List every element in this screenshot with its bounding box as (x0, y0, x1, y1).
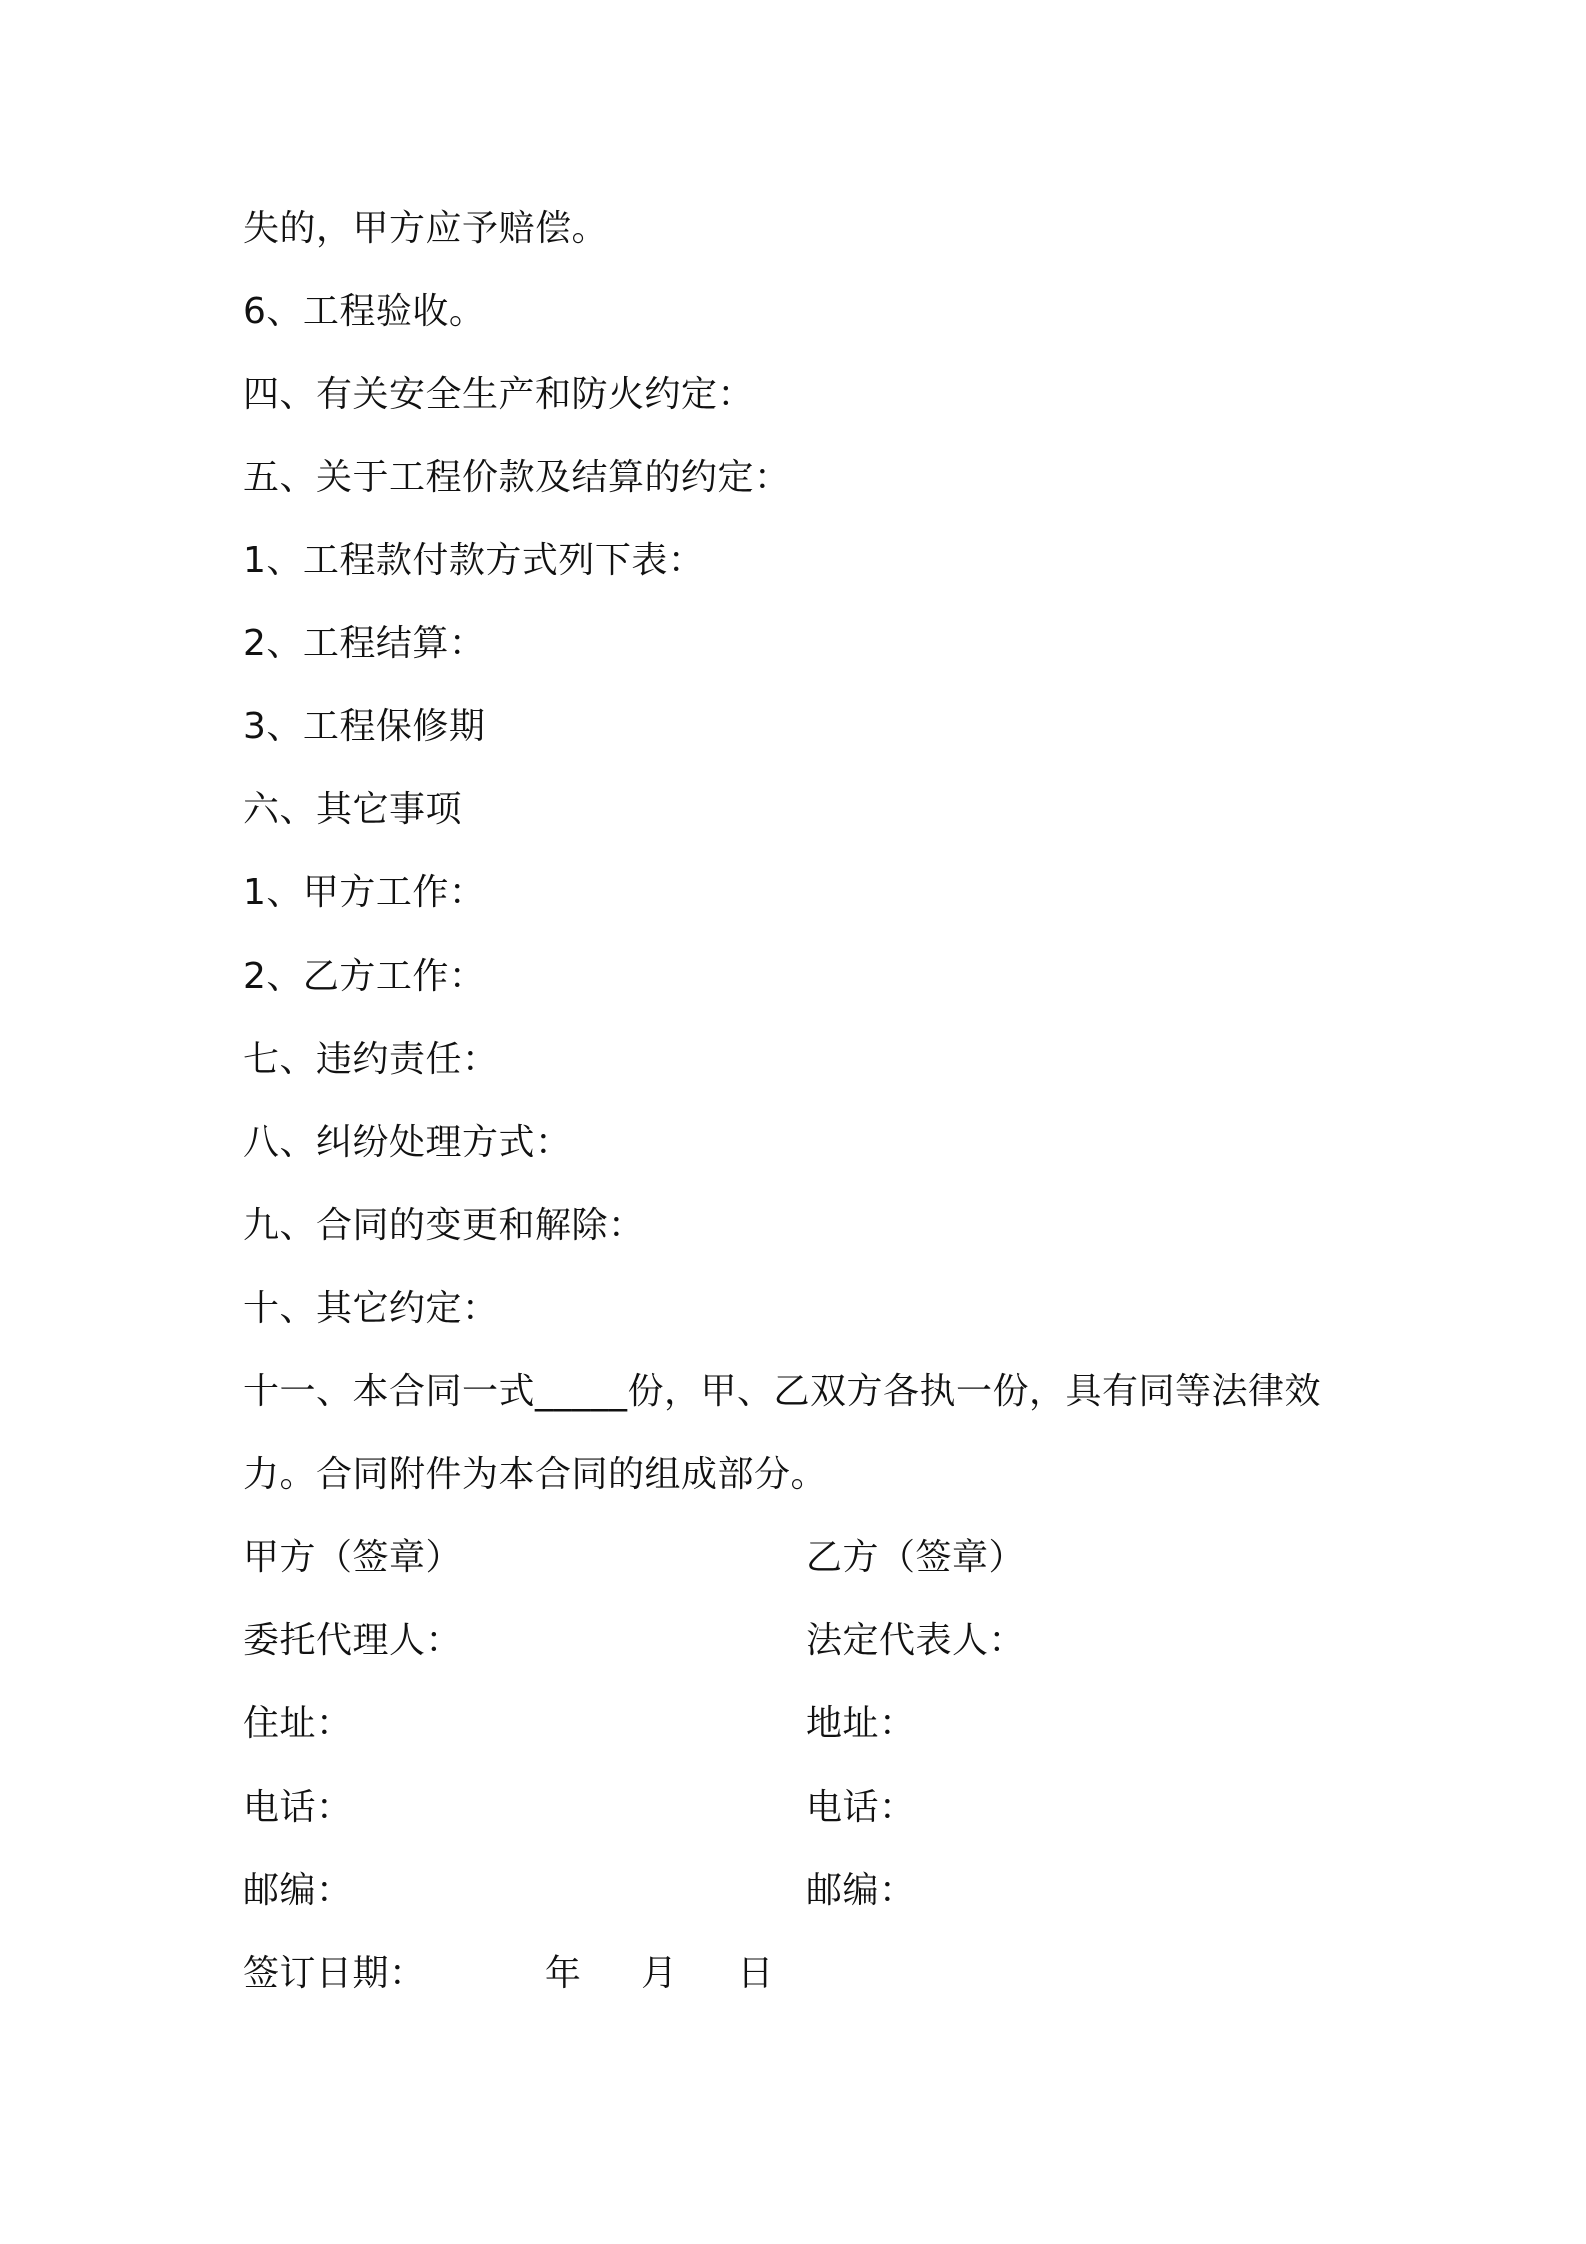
party-a-address: 住址： (243, 1703, 353, 1744)
party-b-title: 乙方（签章） (806, 1537, 1026, 1578)
party-b-representative: 法定代表人： (806, 1620, 1026, 1661)
section-heading: 十一、本合同一式_____份，甲、乙双方各执一份，具有同等法律效 (243, 1371, 1322, 1412)
paragraph-line: 2、乙方工作： (243, 956, 486, 997)
party-b-address: 地址： (806, 1703, 916, 1744)
paragraph-line: 力。合同附件为本合同的组成部分。 (243, 1454, 828, 1495)
paragraph-line: 1、甲方工作： (243, 872, 486, 913)
paragraph-line: 失的，甲方应予赔偿。 (243, 208, 609, 249)
section-heading: 七、违约责任： (243, 1039, 499, 1080)
party-a-agent: 委托代理人： (243, 1620, 463, 1661)
section-heading: 九、合同的变更和解除： (243, 1205, 645, 1246)
paragraph-line: 6、工程验收。 (243, 291, 486, 332)
party-a-postcode: 邮编： (243, 1870, 353, 1911)
sign-date: 签订日期： 年 月 日 (243, 1953, 774, 1994)
paragraph-line: 3、工程保修期 (243, 706, 486, 747)
party-a-title: 甲方（签章） (243, 1537, 463, 1578)
party-b-phone: 电话： (806, 1787, 916, 1828)
section-heading: 八、纠纷处理方式： (243, 1122, 572, 1163)
party-a-phone: 电话： (243, 1787, 353, 1828)
paragraph-line: 1、工程款付款方式列下表： (243, 540, 705, 581)
section-heading: 六、其它事项 (243, 789, 463, 830)
section-heading: 四、有关安全生产和防火约定： (243, 374, 755, 415)
paragraph-line: 2、工程结算： (243, 623, 486, 664)
section-heading: 十、其它约定： (243, 1288, 499, 1329)
party-b-postcode: 邮编： (806, 1870, 916, 1911)
section-heading: 五、关于工程价款及结算的约定： (243, 457, 791, 498)
